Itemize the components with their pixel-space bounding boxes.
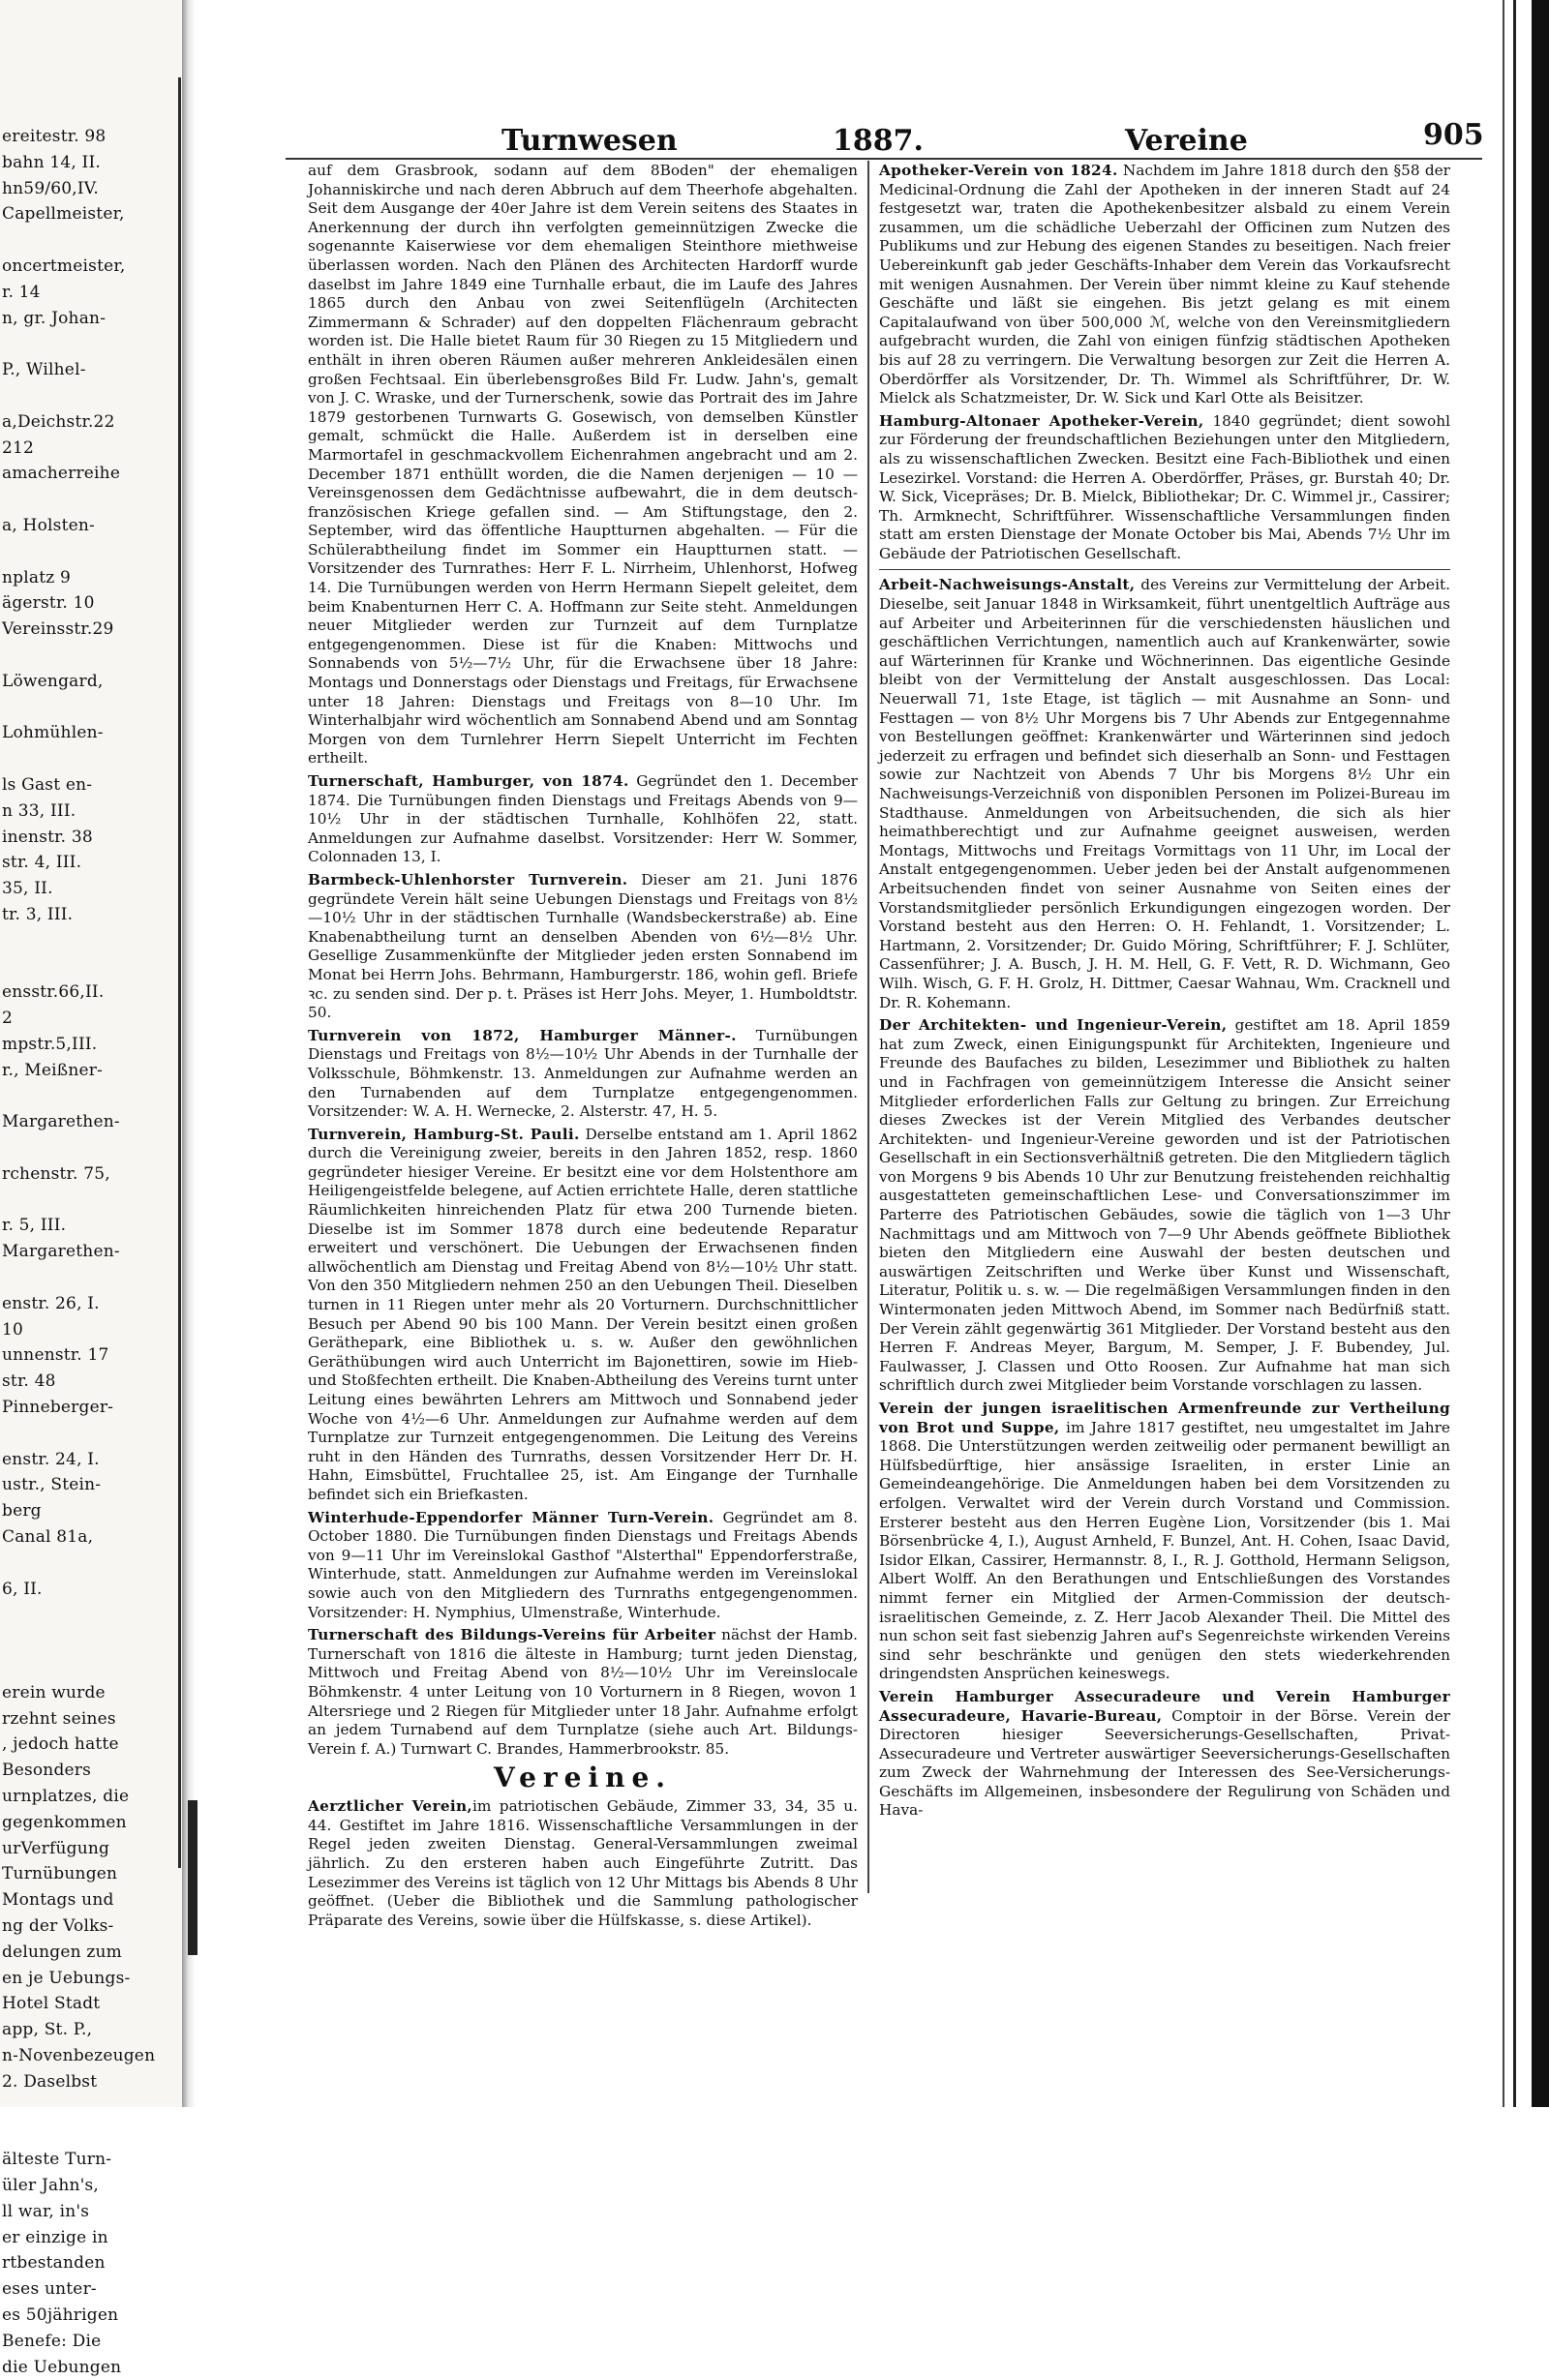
left-page-line: ensstr.66,II. bbox=[2, 982, 105, 1003]
entry-turnerschaft-1874: Turnerschaft, Hamburger, von 1874. Gegründet den 1. December 1874. Die Turnübungen finden Dienstags und Freitags Abends von 9—10½ Uhr in der städtischen Turnhalle, Kohlhöfen 22, statt. Anmeldungen zur Aufnahme daselbst. Vorsitzender: Herr W. Sommer, Colonnaden 13, I. bbox=[308, 772, 858, 866]
left-page-line: inenstr. 38 bbox=[2, 827, 93, 847]
entry-armenfreunde: Verein der jungen israelitischen Armenfreunde zur Vertheilung von Brot und Suppe, im Jahre 1817 gestiftet, neu umgestaltet im Jahre 1868. Die Unterstützungen werden zeitweilig oder permanent bewilligt an Hülfsbedürftige, hier ansässige Israeliten, in erster Linie an Gemeindeangehörige. Die Anmeldungen haben bei dem Vorsitzenden zu erfolgen. Verwaltet wird der Verein durch Vorstand und Commission. Ersterer besteht aus den Herren Eugène Lion, Vorsitzender (bis 1. Mai Börsenbrücke 4, I.), August Arnheld, F. Bunzel, Ant. H. Cohen, Isaac David, Isidor Elkan, Cassirer, Hermannstr. 8, I., R. J. Gotthold, Hermann Seligson, Albert Wolff. An den Berathungen und Entschließungen des Vorstandes nimmt ferner ein Mitglied der Armen-Commission der deutsch-israelitischen Gemeinde, z. Z. Herr Jacob Alexander Theil. Die Mittel des nun schon seit fast siebenzig Jahren auf's Segenreichste wirkenden Vereins sind sehr beschränkte und genügen den stets wiederkehrenden dringendsten Ansprüchen keineswegs. bbox=[879, 1400, 1450, 1683]
left-page-rule bbox=[178, 77, 181, 1868]
left-page-line bbox=[2, 1602, 174, 1628]
left-page-line: älteste Turn- bbox=[2, 2150, 112, 2170]
left-page-line: ng der Volks- bbox=[2, 1915, 114, 1936]
left-page-line: delungen zum bbox=[2, 1942, 122, 1962]
left-page-line bbox=[2, 1654, 174, 1680]
left-page-line: , jedoch hatte bbox=[2, 1734, 119, 1755]
left-page-line: Benefe: Die bbox=[2, 2331, 102, 2351]
left-page-line: Lohmühlen- bbox=[2, 723, 104, 743]
left-page-line: a,Deichstr.22 bbox=[2, 411, 115, 432]
entry-heading: Turnerschaft, Hamburger, von 1874. bbox=[308, 772, 629, 790]
left-page-line bbox=[2, 746, 174, 772]
left-page-line: app, St. P., bbox=[2, 2020, 93, 2040]
left-page-line bbox=[2, 1188, 174, 1214]
left-page-line: ägerstr. 10 bbox=[2, 593, 95, 614]
scan-edge-line bbox=[1513, 0, 1516, 2107]
left-page-line: tr. 3, III. bbox=[2, 904, 74, 924]
entry-apotheker-altona: Hamburg-Altonaer Apotheker-Verein, 1840 gegründet; dient sowohl zur Förderung der freundschaftlichen Beziehungen unter den Mitgliedern, als zu wissenschaftlichen Zwecken. Besitzt eine Fach-Bibliothek und einen Lesezirkel. Vorstand: die Herren A. Oberdörffer, Präses, gr. Burstah 40; Dr. W. Sick, Vicepräses; Dr. B. Mielck, Bibliothekar; Dr. C. Wimmel jr., Cassirer; Th. Armknecht, Schriftführer. Wissenschaftliche Versammlungen finden statt am ersten Dienstage der Monate October bis Mai, Abends 7½ Uhr im Gebäude der Patriotischen Gesellschaft. bbox=[879, 411, 1450, 562]
left-page-line: n, gr. Johan- bbox=[2, 308, 106, 328]
entry-architekten-verein: Der Architekten- und Ingenieur-Verein, gestiftet am 18. April 1859 hat zum Zweck, einen Einigungspunkt für Architekten, Ingenieure und Freunde des Baufaches zu bilden, Lesezimmer und Bibliothek zu halten und in Fachfragen von gemeinnützigem Interesse die Ansicht seiner Mitglieder erforderlichen Falls zur Geltung zu bringen. Zur Erreichung dieses Zweckes ist der Verein Mitglied des Verbandes deutscher Architekten- und Ingenieur-Vereine geworden und ist der Patriotischen Gesellschaft in ein Sectionsverhältniß getreten. Die den Mitgliedern täglich von Morgens 9 bis Abends 10 Uhr zur Benutzung freistehenden reichhaltig ausgestatteten gemeinschaftlichen Lese- und Conversationszimmer im Parterre des Patriotischen Gebäudes, sowie die täglich von 1—3 Uhr Nachmittags und am Mittwoch von 7—9 Uhr Abends geöffnete Bibliothek bieten den Mitgliedern eine Auswahl der besten deutschen und auswärtigen Zeitschriften und Werke über Kunst und Wissenschaft, Literatur, Politik u. s. w. — Die regelmäßigen Versammlungen finden in den Wintermonaten jeden Mittwoch Abend, im Sommer nach Bedürfniß statt. Der Verein zählt gegenwärtig 361 Mitglieder. Der Vorstand besteht aus den Herren F. Andreas Meyer, Bargum, M. Semper, J. F. Bubendey, Jul. Faulwasser, J. Classen und Otto Roosen. Zur Aufnahme hat man sich schriftlich durch zwei Mitglieder beim Vorstande vorschlagen zu lassen. bbox=[879, 1016, 1451, 1395]
left-page-line: die Uebungen bbox=[2, 2357, 122, 2377]
left-page-line: a, Holsten- bbox=[2, 515, 95, 535]
left-page-line: unnenstr. 17 bbox=[2, 1345, 109, 1366]
left-page-text bbox=[2, 124, 174, 2380]
left-page-line: mpstr.5,III. bbox=[2, 1034, 98, 1054]
book-gutter bbox=[182, 0, 196, 2107]
left-page-line bbox=[2, 539, 174, 565]
header-rule bbox=[286, 158, 1482, 160]
left-page-line: en je Uebungs- bbox=[2, 1968, 131, 1988]
left-page-line: üler Jahn's, bbox=[2, 2175, 100, 2195]
entry-heading: Turnverein von 1872, Hamburger Männer-. bbox=[308, 1026, 737, 1044]
left-page-line bbox=[2, 1265, 174, 1291]
left-page-line bbox=[2, 695, 174, 721]
left-page-line: 6, II. bbox=[2, 1579, 43, 1599]
entry-apotheker-1824: Apotheker-Verein von 1824. Nachdem im Jahre 1818 durch den §58 der Medicinal-Ordnung die Zahl der Apotheken in der inneren Stadt auf 24 festgesetzt war, traten die Apothekenbesitzer alsbald zu einem Verein zusammen, um die schädliche Ueberzahl der Officinen zum Nutzen des Publikums und zur Hebung des eigenen Standes zu beseitigen. Nach freier Uebereinkunft gab jeder Geschäfts-Inhaber dem Verein das Vorkaufsrecht mit wenigen Ausnahmen. Der Verein über nimmt kleine zu Kauf stehende Geschäfte und läßt sie eingehen. Bis jetzt gelang es mit einem Capitalaufwand von über 500,000 ℳ, welche von den Vereinsmitgliedern aufgebracht wurden, die Zahl von einigen fünfzig städtischen Apotheken bis auf 28 zu verringern. Die Verwaltung besorgen zur Zeit die Herren A. Oberdörffer als Vorsitzender, Dr. Th. Wimmel als Schriftführer, Dr. W. Mielck als Schatzmeister, Dr. W. Sick und Karl Otte als Beisitzer. bbox=[879, 162, 1450, 407]
left-page-line: 35, II. bbox=[2, 879, 53, 899]
left-page-line: rtbestanden bbox=[2, 2253, 106, 2274]
scan-edge-line bbox=[1503, 0, 1504, 2107]
left-page-line: 10 bbox=[2, 1319, 24, 1340]
left-page-line: Turnübungen bbox=[2, 1864, 118, 1884]
entry-heading: Apotheker-Verein von 1824. bbox=[879, 162, 1118, 179]
left-page-line: enstr. 26, I. bbox=[2, 1293, 100, 1313]
left-page-line bbox=[2, 383, 174, 409]
left-page-line bbox=[2, 1083, 174, 1109]
left-page-line: str. 48 bbox=[2, 1371, 56, 1392]
entry-heading: Arbeit-Nachweisungs-Anstalt, bbox=[879, 576, 1136, 594]
left-page-line bbox=[2, 227, 174, 254]
left-page-line: er einzige in bbox=[2, 2227, 108, 2247]
left-page-line: str. 4, III. bbox=[2, 853, 82, 873]
entry-heading: Verein Hamburger Assecuradeure und Verein Hamburger Assecuradeure, Havarie-Bureau, bbox=[879, 1687, 1450, 1725]
entry-bildungs-verein: Turnerschaft des Bildungs-Vereins für Arbeiter nächst der Hamb. Turnerschaft von 1816 die älteste in Hamburg; turnt jeden Dienstag, Mittwoch und Freitag Abend von 8½—10½ Uhr im Vereinslocale Böhmkenstr. 4 unter Leitung von 10 Vorturnern in 8 Riegen, wovon 1 Altersriege und 2 Riegen für Mitglieder unter 18 Jahr. Aufnahme erfolgt an jedem Turnabend auf dem Turnplatze (siehe auch Art. Bildungs-Verein f. A.) Turnwart C. Brandes, Hammerbrookstr. 85. bbox=[308, 1626, 859, 1758]
left-page-line bbox=[2, 487, 174, 513]
entry-heading: Der Architekten- und Ingenieur-Verein, bbox=[879, 1016, 1228, 1035]
entry-heading: Verein der jungen israelitischen Armenfreunde zur Vertheilung von Brot und Suppe, bbox=[879, 1400, 1450, 1436]
entry-heading: Barmbeck-Uhlenhorster Turnverein. bbox=[308, 870, 628, 889]
column-rule bbox=[867, 161, 869, 1893]
entry-winterhude: Winterhude-Eppendorfer Männer Turn-Verein. Gegründet am 8. October 1880. Die Turnübungen finden Dienstags und Freitags Abends von 9—11 Uhr im Vereinslokal Gasthof "Alsterthal" Eppendorferstraße, Winterhude, statt. Anmeldungen zur Aufnahme werden im Vereinslokal sowie auch von den Mitgliedern des Turnraths entgegengenommen. Vorsitzender: H. Nymphius, Ulmenstraße, Winterhude. bbox=[308, 1508, 858, 1621]
left-page-line bbox=[2, 331, 174, 357]
entry-turnverein-1872: Turnverein von 1872, Hamburger Männer-. Turnübungen Dienstags und Freitags von 8½—10½ Uhr Abends in der Turnhalle der Volksschule, Böhmkenstr. 13. Anmeldungen zur Aufnahme werden an den Turnabenden auf dem Turnplatze entgegengenommen. Vorsitzender: W. A. H. Wernecke, 2. Alsterstr. 47, H. 5. bbox=[308, 1026, 858, 1121]
entry-heading: Turnerschaft des Bildungs-Vereins für Arbeiter bbox=[308, 1626, 716, 1644]
left-page-line: berg bbox=[2, 1501, 42, 1521]
left-page-line: enstr. 24, I. bbox=[2, 1449, 100, 1469]
left-page-line: rzehnt seines bbox=[2, 1708, 116, 1729]
section-title: Vereine. bbox=[493, 1762, 673, 1794]
column-left bbox=[308, 162, 858, 1934]
left-page-line: urnplatzes, die bbox=[2, 1787, 130, 1806]
left-page-line: urVerfügung bbox=[2, 1838, 110, 1858]
page-number: 905 bbox=[1423, 118, 1484, 152]
left-page-line: amacherreihe bbox=[2, 464, 121, 484]
left-page-line: ustr., Stein- bbox=[2, 1475, 102, 1495]
left-page-line bbox=[2, 643, 174, 669]
left-page-line: 212 bbox=[2, 437, 35, 458]
left-page-line: r. 14 bbox=[2, 282, 41, 302]
entry-heading: Aerztlicher Verein, bbox=[308, 1797, 473, 1816]
left-page-line: ereitestr. 98 bbox=[2, 127, 106, 146]
left-page-line: Margarethen- bbox=[2, 1242, 120, 1262]
left-page-line: Besonders bbox=[2, 1761, 92, 1781]
left-page-line bbox=[2, 1421, 174, 1447]
left-page-line: Capellmeister, bbox=[2, 204, 125, 225]
left-page-line: ll war, in's bbox=[2, 2201, 90, 2221]
left-page-line: Montags und bbox=[2, 1890, 114, 1911]
entry-barmbeck: Barmbeck-Uhlenhorster Turnverein. Dieser am 21. Juni 1876 gegründete Verein hält seine Uebungen Dienstags und Freitags von 8½—10½ Uhr in der städtischen Turnhalle (Wandsbeckerstraße) ab. Eine Knabenabtheilung turnt an denselben Abenden von 6½—8½ Uhr. Gesellige Zusammenkünfte der Mitglieder jeden ersten Sonnabend im Monat bei Herrn Johs. Behrmann, Hamburgerstr. 186, wohin gefl. Briefe ꝛc. zu senden sind. Der p. t. Präses ist Herr Johs. Meyer, 1. Humboldtstr. 50. bbox=[308, 870, 858, 1022]
left-page-line: rchenstr. 75, bbox=[2, 1163, 110, 1184]
left-page-line: es 50jährigen bbox=[2, 2305, 119, 2325]
entry-divider bbox=[879, 569, 1450, 570]
page-header bbox=[300, 116, 1484, 158]
left-page-line: erein wurde bbox=[2, 1682, 106, 1702]
entry-intro: auf dem Grasbrook, sodann auf dem 8Boden" der ehemaligen Johanniskirche und nach deren Abbruch auf dem Theerhofe abgehalten. Seit dem Ausgange der 40er Jahre ist dem Verein seitens des Staates in Anerkennung der durch ihn verfolgten gemeinnützigen Zwecke die sogenannte Kaiserwiese vor dem ehemaligen Steinthore miethweise überlassen worden. Nach den Plänen des Architecten Hardorff wurde daselbst im Jahre 1849 eine Turnhalle erbaut, die im Laufe des Jahres 1865 durch den Anbau von zwei Seitenflügeln (Architecten Zimmermann & Schrader) auf den doppelten Flächenraum gebracht worden ist. Die Halle bietet Raum für 30 Riegen zu 15 Mitgliedern und enthält in ihren oberen Räumen außer mehreren Ankleidesälen einen großen Fechtsaal. Ein überlebensgroßes Bild Fr. Ludw. Jahn's, gemalt von J. C. Wraske, und der Turnerschenk, sowie das Portrait des im Jahre 1879 gestorbenen Turnwarts G. Gosewisch, von demselben Künstler gemalt, schmückt die Halle. Außerdem ist in derselben eine Marmortafel in geschmackvollem Eichenrahmen angebracht und am 2. December 1871 enthüllt worden, die die Namen derjenigen — 10 — Vereinsgenossen dem Gedächtnisse aufbewahrt, die in dem deutsch-französischen Kriege gefallen sind. — Am Stiftungstage, den 2. September, wird das öffentliche Hauptturnen abgehalten. — Für die Schülerabtheilung findet im Sommer ein Hauptturnen statt. — Vorsitzender des Turnrathes: Herr F. L. Nirrheim, Uhlenhorst, Hofweg 14. Die Turnübungen werden von Herrn Hermann Siepelt geleitet, dem beim Knabenturnen Herr C. A. Hoffmann zur Seite steht. Anmeldungen neuer Mitglieder werden zur Turnzeit auf dem Turnplatze entgegengenommen. Diese ist für die Knaben: Mittwochs und Sonnabends von 5½—7½ Uhr, für die Erwachsene über 18 Jahre: Montags und Donnerstags oder Dienstags und Freitags, für Erwachsene unter 18 Jahren: Dienstags und Freitags von 8—10 Uhr. Im Winterhalbjahr wird wöchentlich am Sonnabend Abend und am Sonntag Morgen von dem Turnlehrer Herrn Siepelt Unterricht im Fechten ertheilt. bbox=[308, 162, 858, 768]
entry-arbeit-nachweisung: Arbeit-Nachweisungs-Anstalt, des Vereins zur Vermittelung der Arbeit. Dieselbe, seit Januar 1848 in Wirksamkeit, führt unentgeltlich Aufträge aus auf Arbeiter und Arbeiterinnen für die verschiedensten häuslichen und geschäftlichen Verrichtungen, namentlich auch auf Krankenwärter, sowie auf Wärterinnen für Kranke und Wöchnerinnen. Das eigentliche Gesinde bleibt von der Vermittelung der Anstalt ausgeschlossen. Das Local: Neuerwall 71, 1ste Etage, ist täglich — mit Ausnahme an Sonn- und Festtagen — von 8½ Uhr Morgens bis 7 Uhr Abends zur Entgegennahme von Bestellungen geöffnet: Krankenwärter und Wärterinnen sind jedoch jederzeit zu erfragen und befindet sich dieserhalb an Sonn- und Festtagen sowie zur Nachtzeit von Abends 7 Uhr bis Morgens 8½ Uhr ein Nachweisungs-Verzeichniß von disponiblen Personen im Polizei-Bureau im Stadthause. Anmeldungen von Arbeitsuchenden, die sich als hier heimathberechtigt und zur Aufnahme geeignet ausweisen, werden Montags, Mittwochs und Freitags Vormittags von 11 Uhr, im Local der Anstalt entgegengenommen. Ueber jeden bei der Anstalt aufgenommenen Arbeitsuchenden findet von seiner Ausnahme von Seiten eines der Vorstandsmitglieder persönlich Erkundigungen eingezogen worden. Der Vorstand besteht aus den Herren: O. H. Fehlandt, 1. Vorsitzender; L. Hartmann, 2. Vorsitzender; Dr. Guido Möring, Schriftführer; F. J. Schlüter, Cassenführer; J. A. Busch, J. H. M. Hell, G. F. Vett, R. D. Wichmann, Geo Wilh. Wisch, G. F. H. Grolz, H. Dittmer, Caesar Wahnau, Wm. Cracknell und Dr. R. Kohemann. bbox=[879, 576, 1450, 1011]
left-page-line bbox=[2, 1628, 174, 1654]
scan-edge-border bbox=[1532, 0, 1549, 2107]
left-page-line bbox=[2, 928, 174, 954]
running-head-year: 1887. bbox=[833, 124, 924, 158]
left-page-line bbox=[2, 1135, 174, 1161]
left-page-line bbox=[2, 954, 174, 980]
left-page-line: ls Gast en- bbox=[2, 774, 93, 795]
entry-aerztlicher-verein: Aerztlicher Verein,im patriotischen Gebäude, Zimmer 33, 34, 35 u. 44. Gestiftet im Jahre 1816. Wissenschaftliche Versammlungen in der Regel jeden zweiten Dienstag. General-Versammlungen zweimal jährlich. Zu den ersteren haben auch Eingeführte Zutritt. Das Lesezimmer des Vereins ist täglich von 12 Uhr Mittags bis Abends 8 Uhr geöffnet. (Ueber die Bibliothek und die Sammlung pathologischer Präparate des Vereins, sowie über die Hülfskasse, s. diese Artikel). bbox=[308, 1797, 859, 1929]
left-page-line: n 33, III. bbox=[2, 800, 76, 821]
left-page-line bbox=[2, 2121, 174, 2147]
left-page-line bbox=[2, 2095, 174, 2122]
running-head-right: Vereine bbox=[1125, 124, 1248, 158]
entry-heading: Winterhude-Eppendorfer Männer Turn-Verein. bbox=[308, 1508, 714, 1526]
entry-heading: Turnverein, Hamburg-St. Pauli. bbox=[308, 1125, 580, 1143]
entry-assecuradeure: Verein Hamburger Assecuradeure und Verein Hamburger Assecuradeure, Havarie-Bureau, Comptoir in der Börse. Verein der Directoren hiesiger Seeversicherungs-Gesellschaften, Privat-Assecuradeure und Vertreter auswärtiger Seeversicherungs-Gesellschaften zum Zweck der Wahrnehmung der Interessen des See-Versicherungs-Geschäfts im Allgemeinen, insbesondere der Regulirung von Schäden und Hava- bbox=[879, 1687, 1450, 1820]
column-right bbox=[879, 162, 1450, 1824]
left-page-line: oncertmeister, bbox=[2, 256, 126, 276]
left-page-fragment bbox=[0, 0, 184, 2377]
left-page-line: n-Novenbezeugen bbox=[2, 2045, 156, 2065]
left-page-line: Canal 81a, bbox=[2, 1527, 94, 1548]
left-page-line: Hotel Stadt bbox=[2, 1994, 101, 2014]
left-page-line: hn59/60,IV. bbox=[2, 178, 99, 198]
left-page-line: Margarethen- bbox=[2, 1112, 120, 1132]
left-page-line: Vereinsstr.29 bbox=[2, 619, 114, 640]
left-page-line bbox=[2, 1551, 174, 1577]
entry-heading: Hamburg-Altonaer Apotheker-Verein, bbox=[879, 411, 1204, 430]
left-page-line: bahn 14, II. bbox=[2, 152, 101, 172]
running-head-left: Turnwesen bbox=[501, 124, 678, 158]
entry-st-pauli: Turnverein, Hamburg-St. Pauli. Derselbe entstand am 1. April 1862 durch die Vereinigung zweier, bereits in den Jahren 1852, resp. 1860 gegründeter hiesiger Vereine. Er besitzt eine vor dem Holstenthore am Heiligengeistfelde belegene, auf Actien errichtete Halle, deren stattliche Räumlichkeiten hinreichenden Platz für etwa 200 Turnende bieten. Dieselbe ist im Sommer 1878 durch eine bedeutende Reparatur erweitert und verschönert. Die Uebungen der Erwachsenen finden allwöchentlich am Dienstag und Freitag Abend von 8½—10½ Uhr statt. Von den 350 Mitgliedern nehmen 250 an den Uebungen Theil. Dieselben turnen in 11 Riegen unter mehr als 20 Vorturnern. Durchschnittlicher Besuch per Abend 90 bis 100 Mann. Der Verein besitzt einen großen Geräthepark, eine Bibliothek u. s. w. Außer den gewöhnlichen Geräthübungen wird auch Unterricht im Bajonettiren, sowie im Hieb- und Stoßfechten ertheilt. Die Knaben-Abtheilung des Vereins turnt unter Leitung eines bewährten Lehrers am Mittwoch und Sonnabend jeder Woche von 4½—6 Uhr. Anmeldungen zur Aufnahme werden auf dem Turnplatze zur Turnzeit entgegengenommen. Die Leitung des Vereins ruht in den Händen des Turnraths, dessen Vorsitzender Herr Dr. H. Hahn, Eimsbüttel, Fruchtallee 25, ist. Am Eingange der Turnhalle befindet sich ein Briefkasten. bbox=[308, 1125, 858, 1503]
left-page-line: 2. Daselbst bbox=[2, 2071, 98, 2092]
gutter-mark bbox=[188, 1800, 197, 1955]
left-page-line: P., Wilhel- bbox=[2, 360, 86, 380]
left-page-line: Löwengard, bbox=[2, 671, 104, 691]
left-page-line: r. 5, III. bbox=[2, 1216, 67, 1236]
left-page-line: eses unter- bbox=[2, 2279, 97, 2300]
left-page-line: nplatz 9 bbox=[2, 567, 72, 587]
left-page-line: r., Meißner- bbox=[2, 1060, 104, 1080]
left-page-line: Pinneberger- bbox=[2, 1398, 114, 1418]
left-page-line: gegenkommen bbox=[2, 1812, 127, 1832]
left-page-line: 2 bbox=[2, 1009, 14, 1029]
